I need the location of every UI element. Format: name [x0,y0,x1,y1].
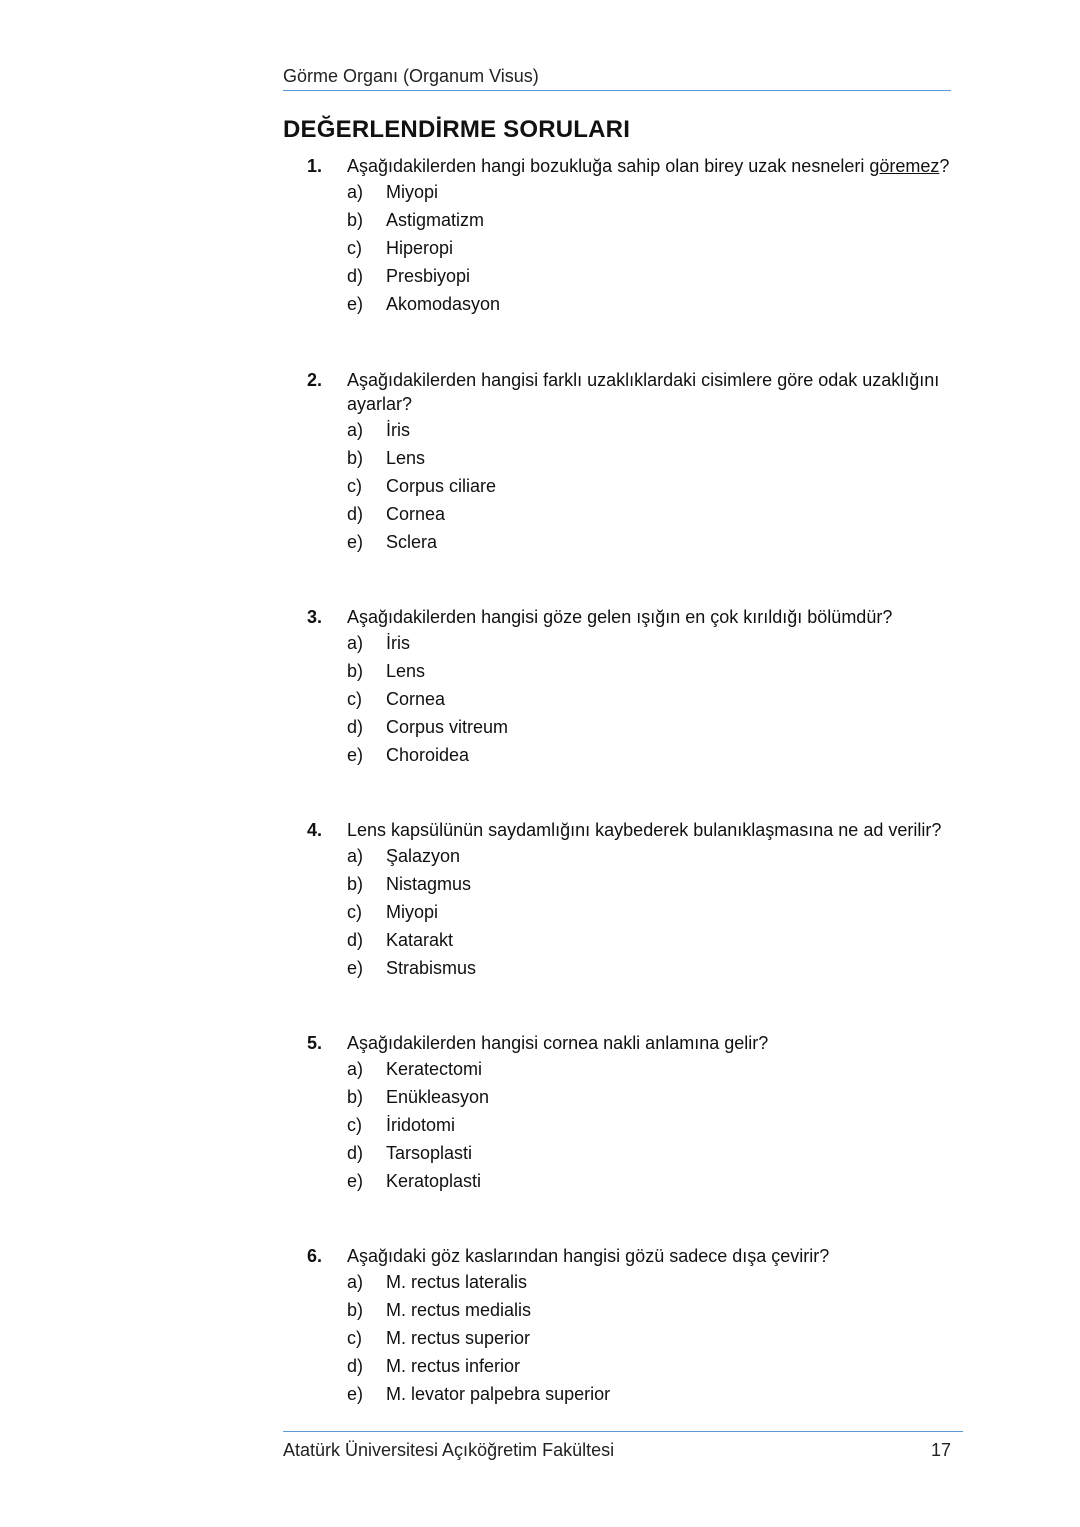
question-stem [307,1031,957,1055]
option-c [307,1324,957,1352]
option-letter: c) [347,1115,362,1135]
option-letter: d) [347,930,364,950]
option-d [307,713,957,741]
option-text: İridotomi [386,1115,456,1135]
question-text: Aşağıdakilerden hangisi farklı uzaklıklardaki cisimlere göre odak uzaklığını ayarlar? [347,370,940,414]
question-text: Aşağıdakilerden hangisi göze gelen ışığın en çok kırıldığı bölümdür? [347,607,893,627]
option-text: Hiperopi [386,238,454,258]
option-letter: d) [347,717,364,737]
page-header [283,64,951,91]
options-list [307,416,957,556]
option-letter: d) [347,504,364,524]
option-letter: b) [347,874,364,894]
option-text: Keratectomi [386,1059,483,1079]
option-letter: b) [347,448,364,468]
option-text: Tarsoplasti [386,1143,473,1163]
option-a [307,416,957,444]
question-number: 3. [307,607,323,627]
question-1 [307,154,957,318]
question-5 [307,1031,957,1195]
option-text: İris [386,420,410,440]
option-e [307,1167,957,1195]
question-stem [307,154,957,178]
option-letter: c) [347,1328,362,1348]
option-letter: e) [347,1384,364,1404]
option-b [307,206,957,234]
option-text: Akomodasyon [386,294,501,314]
option-text: Katarakt [386,930,454,950]
question-number: 2. [307,370,323,390]
option-e [307,290,957,318]
option-text: Corpus vitreum [386,717,509,737]
option-text: Lens [386,448,426,468]
option-text: Enükleasyon [386,1087,490,1107]
question-text: Lens kapsülünün saydamlığını kaybederek bulanıklaşmasına ne ad verilir? [347,820,942,840]
option-b [307,870,957,898]
question-number: 5. [307,1033,323,1053]
option-e [307,954,957,982]
option-text: Astigmatizm [386,210,485,230]
option-letter: e) [347,1171,364,1191]
option-text: Miyopi [386,902,439,922]
chapter-title: Görme Organı (Organum Visus) [283,66,539,86]
options-list [307,842,957,982]
option-letter: e) [347,532,364,552]
section-title: DEĞERLENDİRME SORULARI [283,116,631,143]
option-text: M. rectus superior [386,1328,531,1348]
option-letter: b) [347,661,364,681]
question-stem [307,605,957,629]
option-text: Şalazyon [386,846,461,866]
question-4 [307,818,957,982]
option-b [307,1083,957,1111]
option-d [307,262,957,290]
option-letter: a) [347,846,364,866]
option-c [307,472,957,500]
option-b [307,657,957,685]
option-c [307,1111,957,1139]
option-text: Presbiyopi [386,266,471,286]
option-text: Corpus ciliare [386,476,497,496]
option-d [307,1139,957,1167]
option-letter: c) [347,476,362,496]
option-a [307,1268,957,1296]
option-letter: d) [347,1356,364,1376]
footer-institution: Atatürk Üniversitesi Açıköğretim Fakültesi [283,1440,615,1460]
option-text: Lens [386,661,426,681]
options-list [307,629,957,769]
question-number: 4. [307,820,323,840]
option-letter: a) [347,420,364,440]
option-text: Miyopi [386,182,439,202]
question-text: Aşağıdaki göz kaslarından hangisi gözü sadece dışa çevirir? [347,1246,830,1266]
option-letter: a) [347,633,364,653]
question-text [347,156,949,176]
option-text: Strabismus [386,958,477,978]
question-3 [307,605,957,769]
option-letter: a) [347,182,364,202]
option-b [307,444,957,472]
option-letter: e) [347,958,364,978]
question-number: 1. [307,156,323,176]
question-stem [307,1244,957,1268]
option-c [307,898,957,926]
option-text: M. rectus inferior [386,1356,521,1376]
question-number: 6. [307,1246,323,1266]
option-c [307,234,957,262]
option-a [307,178,957,206]
option-text: Keratoplasti [386,1171,482,1191]
question-2 [307,368,957,556]
option-d [307,1352,957,1380]
option-text: Sclera [386,532,438,552]
option-a [307,842,957,870]
option-letter: c) [347,689,362,709]
option-letter: e) [347,745,364,765]
question-text: Aşağıdakilerden hangisi cornea nakli anlamına gelir? [347,1033,769,1053]
option-text: Cornea [386,504,446,524]
question-6 [307,1244,957,1408]
options-list [307,1055,957,1195]
option-d [307,500,957,528]
option-text: M. levator palpebra superior [386,1384,611,1404]
option-e [307,741,957,769]
option-text: M. rectus lateralis [386,1272,528,1292]
option-letter: a) [347,1272,364,1292]
option-letter: a) [347,1059,364,1079]
option-letter: d) [347,266,364,286]
options-list [307,178,957,318]
page-number: 17 [930,1440,951,1460]
option-a [307,629,957,657]
option-e [307,528,957,556]
option-letter: b) [347,1300,364,1320]
option-text: Cornea [386,689,446,709]
option-text: İris [386,633,410,653]
option-d [307,926,957,954]
question-stem [307,818,957,842]
option-text: M. rectus medialis [386,1300,532,1320]
option-a [307,1055,957,1083]
page-footer [283,1431,963,1462]
question-stem [307,368,957,416]
option-text: Choroidea [386,745,470,765]
question-text-part: Aşağıdakilerden hangi bozukluğa sahip olan birey uzak nesneleri [347,156,870,176]
option-letter: d) [347,1143,364,1163]
option-e [307,1380,957,1408]
question-text-part: ? [939,156,950,176]
option-letter: b) [347,210,364,230]
options-list [307,1268,957,1408]
option-text: Nistagmus [386,874,472,894]
option-b [307,1296,957,1324]
option-c [307,685,957,713]
option-letter: c) [347,238,362,258]
option-letter: c) [347,902,362,922]
question-emphasis: göremez [869,156,940,176]
option-letter: e) [347,294,364,314]
option-letter: b) [347,1087,364,1107]
